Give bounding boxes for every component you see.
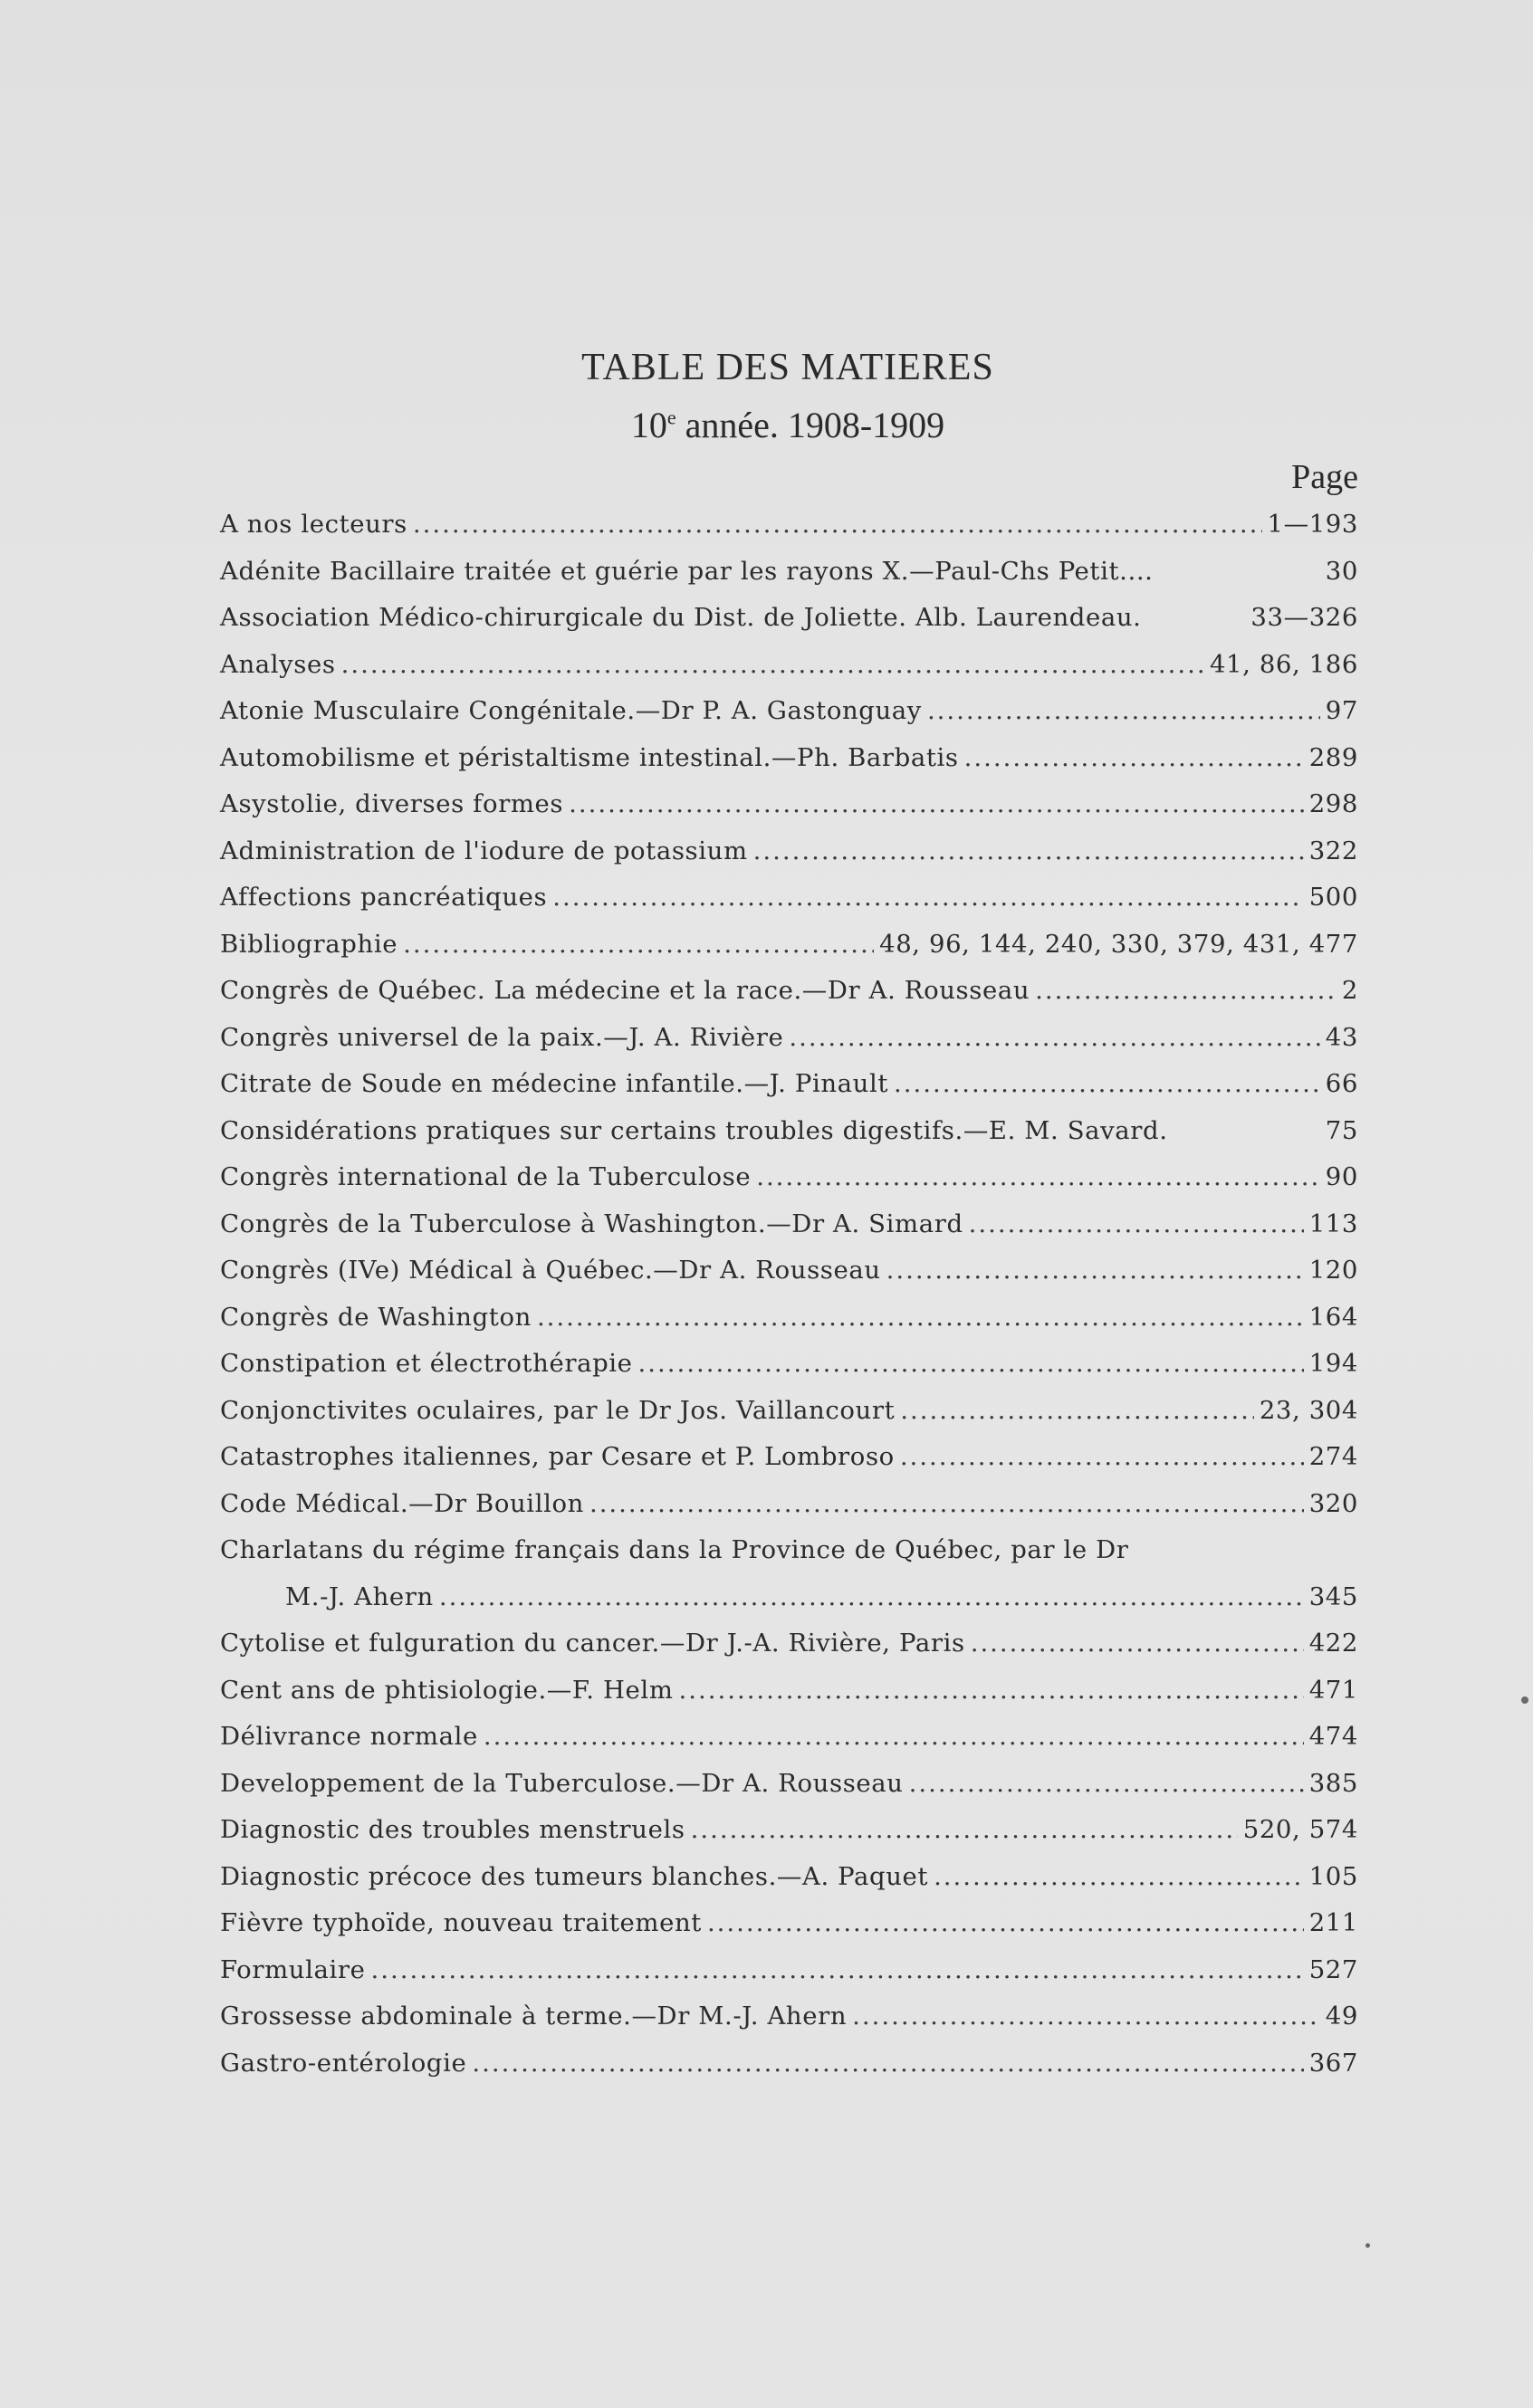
dot-leader (569, 789, 1304, 818)
dot-leader (341, 650, 1204, 679)
toc-entry-pages: 471 (1308, 1675, 1358, 1705)
dot-leader (589, 1489, 1304, 1518)
dot-leader (552, 883, 1303, 912)
toc-entry (220, 650, 1358, 697)
toc-entry-label: Congrès de Washington (220, 1302, 532, 1332)
ink-speck (1365, 2243, 1370, 2248)
toc-entry (220, 1396, 1358, 1443)
toc-entry-pages: 320 (1308, 1488, 1358, 1518)
toc-entry (220, 1256, 1358, 1303)
toc-entry-pages: 500 (1308, 883, 1358, 912)
dot-leader (789, 1023, 1319, 1052)
toc-entry-line (220, 1582, 1358, 1629)
toc-entry (220, 976, 1358, 1023)
toc-entry-label: Gastro-entérologie (220, 2048, 467, 2078)
dot-leader (934, 1862, 1304, 1891)
toc-entry-pages: 97 (1325, 696, 1358, 725)
dot-leader (900, 1396, 1254, 1425)
toc-entry-label: Formulaire (220, 1954, 366, 1984)
toc-entry (220, 1349, 1358, 1396)
toc-entry-label: Citrate de Soude en médecine infantile.—J. Pinault (220, 1069, 889, 1098)
toc-entry (220, 1722, 1358, 1769)
toc-entry-label: Charlatans du régime français dans la Province de Québec, par le Dr (220, 1535, 1129, 1564)
toc-entry-pages: 367 (1308, 2048, 1358, 2078)
dot-leader (370, 1955, 1303, 1984)
toc-entry (220, 1442, 1358, 1489)
dot-leader (403, 930, 874, 959)
toc-entry (220, 510, 1358, 557)
toc-entry-pages: 211 (1308, 1908, 1358, 1937)
toc-entry-pages: 345 (1308, 1581, 1358, 1611)
dot-leader (1035, 976, 1337, 1005)
dot-leader (691, 1815, 1238, 1844)
toc-entry (220, 1769, 1358, 1816)
toc-entry-label: Atonie Musculaire Congénitale.—Dr P. A. Gastonguay (220, 696, 922, 725)
toc-entry-pages: 120 (1308, 1256, 1358, 1285)
toc-entry (220, 836, 1358, 884)
toc-entry-pages: 48, 96, 144, 240, 330, 379, 431, 477 (879, 929, 1358, 959)
toc-entry (220, 1955, 1358, 2002)
toc-entry-label: Cent ans de phtisiologie.—F. Helm (220, 1675, 674, 1705)
dot-leader (852, 2002, 1320, 2031)
toc-entry-pages: 75 (1325, 1115, 1358, 1145)
toc-entry (220, 1908, 1358, 1955)
toc-entry (220, 1862, 1358, 1909)
toc-entry-label: Délivrance normale (220, 1722, 478, 1751)
toc-entry (220, 1815, 1358, 1862)
toc-entry (220, 2049, 1358, 2096)
toc-entry (220, 1023, 1358, 1070)
dot-leader (484, 1722, 1304, 1751)
subtitle-year: année. 1908-1909 (675, 405, 945, 445)
toc-entry-label: Association Médico-chirurgicale du Dist. de Joliette. Alb. Laurendeau. (220, 603, 1142, 632)
dot-leader (886, 1256, 1304, 1285)
toc-entry-label: Catastrophes italiennes, par Cesare et P. Lombroso (220, 1442, 895, 1471)
toc-entry-pages: 49 (1325, 2002, 1358, 2031)
toc-entry-label: Considérations pratiques sur certains troubles digestifs.—E. M. Savard. (220, 1115, 1168, 1145)
toc-entry-label: Congrès universel de la paix.—J. A. Rivière (220, 1022, 784, 1052)
dot-leader (900, 1442, 1304, 1471)
dot-leader (679, 1676, 1304, 1705)
toc-entry-label: Automobilisme et péristaltisme intestinal.—Ph. Barbatis (220, 742, 959, 772)
toc-entry (220, 1303, 1358, 1350)
toc-entry (220, 1489, 1358, 1536)
toc-entry-pages: 2 (1341, 976, 1358, 1005)
toc-entry-label: Administration de l'iodure de potassium (220, 836, 748, 865)
dot-leader (894, 1069, 1320, 1098)
toc-entry-pages: 289 (1308, 742, 1358, 772)
dot-leader (909, 1769, 1304, 1798)
toc-entry-label-continued: M.-J. Ahern (285, 1581, 434, 1611)
toc-entry-pages: 90 (1325, 1162, 1358, 1191)
toc-entry-pages: 385 (1308, 1768, 1358, 1798)
table-of-contents (220, 510, 1358, 2095)
toc-entry-label: Congrès international de la Tuberculose (220, 1162, 752, 1191)
toc-entry-pages: 1—193 (1267, 510, 1358, 539)
toc-entry-pages: 30 (1325, 556, 1358, 586)
toc-entry-pages: 66 (1325, 1069, 1358, 1098)
toc-entry-pages: 194 (1308, 1349, 1358, 1378)
page-title: TABLE DES MATIERES (581, 347, 994, 388)
toc-entry (220, 743, 1358, 790)
toc-entry-pages: 43 (1325, 1022, 1358, 1052)
toc-entry-label: A nos lecteurs (220, 510, 407, 539)
toc-entry-pages: 33—326 (1250, 603, 1358, 632)
dot-leader (927, 696, 1320, 725)
toc-entry-pages: 474 (1308, 1722, 1358, 1751)
page-column-header: Page (1291, 458, 1358, 496)
toc-entry-label: Fièvre typhoïde, nouveau traitement (220, 1908, 702, 1937)
toc-entry-label: Congrès (IVe) Médical à Québec.—Dr A. Rousseau (220, 1256, 881, 1285)
toc-entry-label: Adénite Bacillaire traitée et guérie par les rayons X.—Paul-Chs Petit.... (220, 556, 1154, 586)
dot-leader (971, 1629, 1304, 1658)
toc-entry-label: Congrès de Québec. La médecine et la race.—Dr A. Rousseau (220, 976, 1030, 1005)
toc-entry-label: Congrès de la Tuberculose à Washington.—Dr A. Simard (220, 1209, 963, 1238)
toc-entry (220, 789, 1358, 836)
toc-entry-pages: 527 (1308, 1954, 1358, 1984)
toc-entry-pages: 41, 86, 186 (1209, 649, 1358, 679)
dot-leader (969, 1209, 1304, 1238)
ink-speck (1521, 1696, 1528, 1704)
toc-entry (220, 603, 1358, 650)
toc-entry-pages: 113 (1308, 1209, 1358, 1238)
dot-leader (756, 1162, 1320, 1191)
subtitle-ordinal-suffix: e (666, 406, 676, 429)
subtitle-ordinal: 10 (630, 405, 667, 445)
toc-entry (220, 557, 1358, 604)
toc-entry-label: Conjonctivites oculaires, par le Dr Jos. Vaillancourt (220, 1395, 896, 1425)
toc-entry-line (220, 1535, 1358, 1582)
toc-entry-pages: 520, 574 (1242, 1815, 1358, 1844)
toc-entry-pages: 322 (1308, 836, 1358, 865)
toc-entry (220, 1069, 1358, 1116)
dot-leader (964, 743, 1304, 772)
toc-entry-pages: 422 (1308, 1629, 1358, 1658)
toc-entry-pages: 23, 304 (1259, 1395, 1358, 1425)
toc-entry-pages: 164 (1308, 1302, 1358, 1332)
toc-entry-pages: 105 (1308, 1861, 1358, 1891)
toc-entry (220, 883, 1358, 930)
page-subtitle (217, 404, 1358, 446)
dot-leader (753, 836, 1304, 865)
toc-entry (220, 1209, 1358, 1257)
toc-entry (220, 1676, 1358, 1723)
toc-entry-label: Constipation et électrothérapie (220, 1349, 633, 1378)
toc-entry-label: Analyses (220, 649, 336, 679)
toc-entry-label: Asystolie, diverses formes (220, 789, 564, 818)
dot-leader (537, 1303, 1304, 1332)
toc-entry-pages: 298 (1308, 789, 1358, 818)
toc-entry (220, 930, 1358, 977)
toc-entry-label: Code Médical.—Dr Bouillon (220, 1488, 584, 1518)
dot-leader (638, 1349, 1304, 1378)
dot-leader (707, 1908, 1304, 1937)
toc-entry (220, 1629, 1358, 1676)
dot-leader (472, 2049, 1303, 2078)
toc-entry (220, 1116, 1358, 1163)
toc-entry-pages: 274 (1308, 1442, 1358, 1471)
dot-leader (439, 1582, 1304, 1611)
toc-entry (220, 696, 1358, 743)
toc-entry (220, 1535, 1358, 1629)
toc-entry-label: Affections pancréatiques (220, 883, 548, 912)
toc-entry-label: Developpement de la Tuberculose.—Dr A. Rousseau (220, 1768, 904, 1798)
toc-entry-label: Cytolise et fulguration du cancer.—Dr J.-A. Rivière, Paris (220, 1629, 965, 1658)
toc-entry-label: Bibliographie (220, 929, 398, 959)
dot-leader (413, 510, 1262, 539)
toc-entry (220, 1162, 1358, 1209)
toc-entry-label: Diagnostic des troubles menstruels (220, 1815, 685, 1844)
toc-entry-label: Diagnostic précoce des tumeurs blanches.—A. Paquet (220, 1861, 929, 1891)
toc-entry-label: Grossesse abdominale à terme.—Dr M.-J. Ahern (220, 2002, 848, 2031)
toc-entry (220, 2002, 1358, 2049)
